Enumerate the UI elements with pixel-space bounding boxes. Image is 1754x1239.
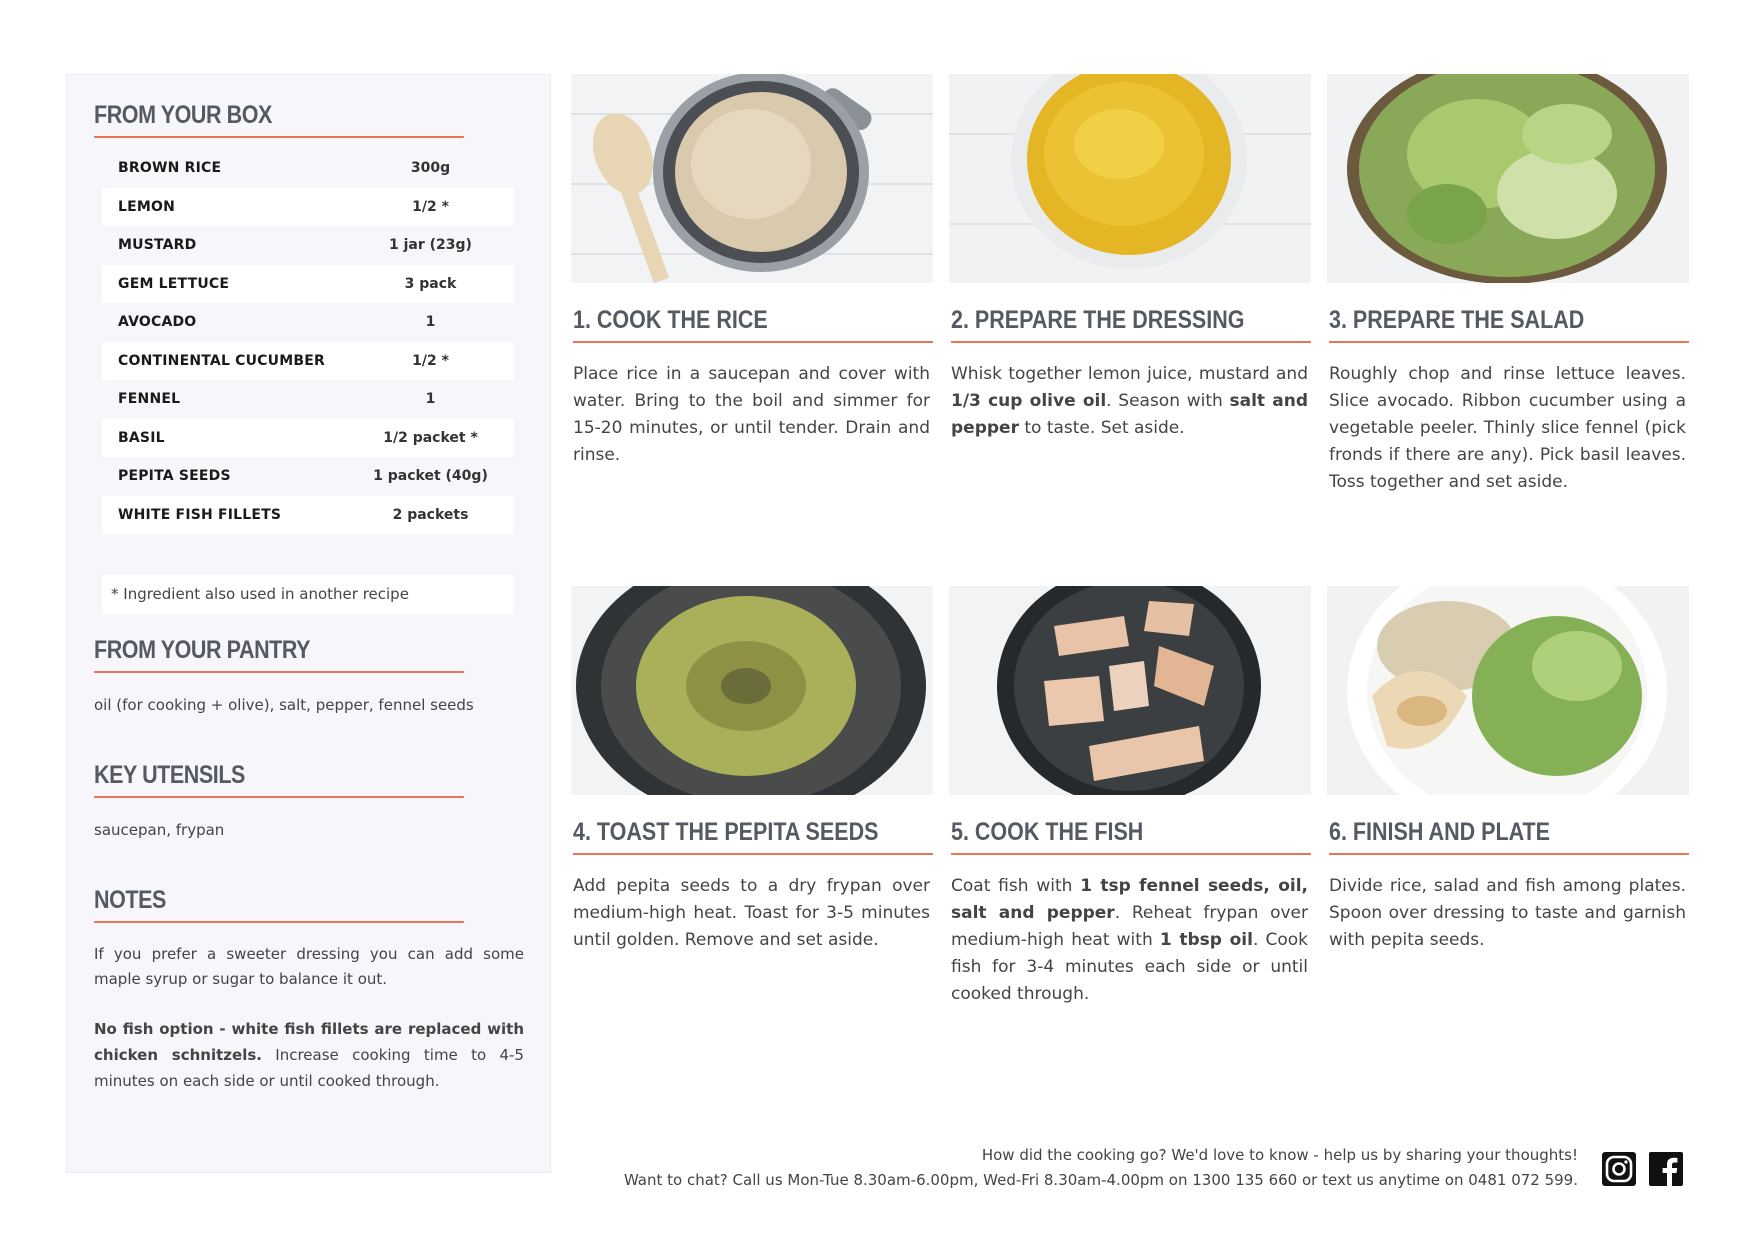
ingredient-quantity: 1 packet (40g) — [373, 468, 488, 485]
step-text-run: salt and pepper — [951, 391, 1308, 438]
ingredient-name: BROWN RICE — [118, 160, 222, 177]
pantry-text: oil (for cooking + olive), salt, pepper, fennel seeds — [94, 696, 474, 714]
ingredient-name: CONTINENTAL CUCUMBER — [118, 352, 325, 369]
ingredient-name: GEM LETTUCE — [118, 275, 230, 292]
step-text-run: Place rice in a saucepan and cover with water. Bring to the boil and simmer for 15-20 minutes, or until tender. Drain and rinse. — [573, 364, 930, 465]
ingredient-name: MUSTARD — [118, 237, 197, 254]
facebook-icon[interactable] — [1648, 1151, 1684, 1187]
ingredient-name: AVOCADO — [118, 314, 197, 331]
from-your-pantry-heading: FROM YOUR PANTRY — [94, 636, 464, 673]
footer — [578, 1143, 1578, 1193]
step-text-run: to taste. Set aside. — [1018, 418, 1185, 438]
step-text-run: Roughly chop and rinse lettuce leaves. Slice avocado. Ribbon cucumber using a vegetable peeler. Thinly slice fennel (pick fronds if there are any). Pick basil leaves. Toss together and set aside. — [1329, 364, 1686, 492]
ingredient-name: FENNEL — [118, 391, 181, 408]
ingredient-row — [102, 419, 514, 458]
step-5-photo — [949, 586, 1311, 795]
step-6-title: 6. FINISH AND PLATE — [1329, 818, 1689, 855]
ingredient-name: PEPITA SEEDS — [118, 468, 231, 485]
step-text-run: 1/3 cup olive oil — [951, 391, 1107, 411]
ingredient-quantity: 1 jar (23g) — [389, 237, 472, 254]
step-6-photo — [1327, 586, 1689, 795]
step-5 — [949, 586, 1311, 1016]
ingredient-row — [102, 149, 514, 188]
step-text-run: Add pepita seeds to a dry frypan over medium-high heat. Toast for 3-5 minutes until golden. Remove and set aside. — [573, 876, 930, 950]
ingredient-row — [102, 342, 514, 381]
step-text-run: 1 tbsp oil — [1159, 930, 1253, 950]
ingredient-row — [102, 265, 514, 304]
step-2-title: 2. PREPARE THE DRESSING — [951, 306, 1311, 343]
step-3-photo — [1327, 74, 1689, 283]
note-sweeter-dressing: If you prefer a sweeter dressing you can add some maple syrup or sugar to balance it out. — [94, 945, 524, 988]
ingredient-row — [102, 303, 514, 342]
ingredient-row — [102, 380, 514, 419]
step-6-body — [1329, 873, 1686, 954]
feedback-text: How did the cooking go? We'd love to know - help us by sharing your thoughts! — [981, 1146, 1578, 1164]
ingredient-quantity: 1/2 packet * — [383, 429, 478, 446]
ingredient-quantity: 1/2 * — [412, 352, 449, 369]
step-1-title: 1. COOK THE RICE — [573, 306, 933, 343]
ingredient-row — [102, 457, 514, 496]
step-text-run: . Cook fish for 3-4 minutes each side or until cooked through. — [951, 930, 1308, 1004]
note-no-fish-rest: Increase cooking time to 4-5 minutes on each side or until cooked through. — [94, 1046, 524, 1090]
ingredient-quantity: 1 — [425, 391, 436, 408]
ingredient-name: BASIL — [118, 429, 165, 446]
ingredient-row — [102, 496, 514, 535]
ingredient-quantity: 1 — [425, 314, 436, 331]
step-2-photo — [949, 74, 1311, 283]
ingredient-row — [102, 226, 514, 265]
utensils-text: saucepan, frypan — [94, 821, 225, 839]
step-4-title: 4. TOAST THE PEPITA SEEDS — [573, 818, 933, 855]
note-no-fish-bold: No fish option - white fish fillets are replaced with chicken schnitzels. — [94, 1020, 524, 1064]
step-text-run: Divide rice, salad and fish among plates. Spoon over dressing to taste and garnish with pepita seeds. — [1329, 876, 1686, 950]
note-no-fish-option — [94, 1016, 524, 1094]
step-1-body — [573, 361, 930, 469]
ingredient-name: WHITE FISH FILLETS — [118, 506, 282, 523]
step-3-body — [1329, 361, 1686, 496]
ingredient-quantity: 3 pack — [404, 275, 457, 292]
step-2-body — [951, 361, 1308, 442]
ingredient-row — [102, 188, 514, 227]
ingredient-quantity: 1/2 * — [412, 198, 449, 215]
instagram-icon[interactable] — [1601, 1151, 1637, 1187]
step-4-body — [573, 873, 930, 954]
step-text-run: . Season with — [1106, 391, 1230, 411]
step-1 — [571, 74, 933, 494]
step-3-title: 3. PREPARE THE SALAD — [1329, 306, 1689, 343]
step-3 — [1327, 74, 1689, 494]
ingredient-quantity: 300g — [410, 160, 451, 177]
step-4-photo — [571, 586, 933, 795]
ingredient-footnote: * Ingredient also used in another recipe — [102, 575, 514, 614]
key-utensils-heading: KEY UTENSILS — [94, 761, 464, 798]
step-5-title: 5. COOK THE FISH — [951, 818, 1311, 855]
ingredient-name: LEMON — [118, 198, 176, 215]
step-4 — [571, 586, 933, 1016]
contact-text: Want to chat? Call us Mon-Tue 8.30am-6.00pm, Wed-Fri 8.30am-4.00pm on 1300 135 660 or text us anytime on 0481 072 599. — [623, 1171, 1578, 1189]
step-5-body — [951, 873, 1308, 1008]
ingredient-quantity: 2 packets — [392, 506, 469, 523]
ingredient-list — [102, 149, 514, 534]
step-text-run: Whisk together lemon juice, mustard and — [951, 364, 1308, 384]
step-2 — [949, 74, 1311, 494]
from-your-box-heading: FROM YOUR BOX — [94, 101, 464, 138]
step-text-run: 1 tsp fennel seeds, oil, salt and pepper — [951, 876, 1308, 923]
step-1-photo — [571, 74, 933, 283]
notes-heading: NOTES — [94, 886, 464, 923]
ingredients-panel — [66, 74, 551, 1173]
step-6 — [1327, 586, 1689, 1016]
step-text-run: . Reheat frypan over medium-high heat with — [951, 903, 1308, 950]
step-text-run: Coat fish with — [951, 876, 1081, 896]
